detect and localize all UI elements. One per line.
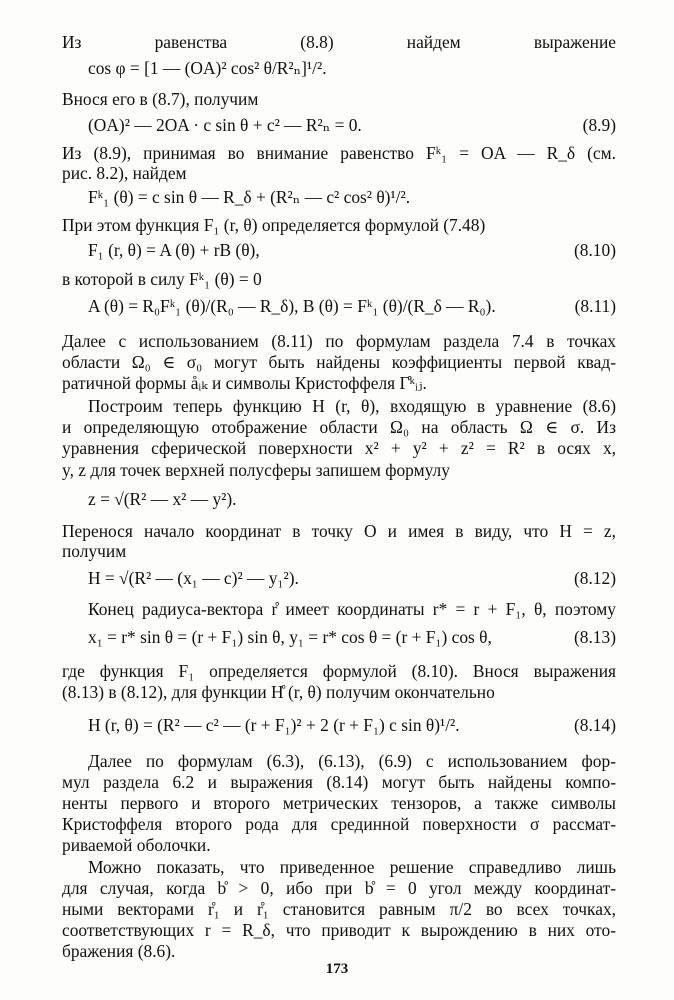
equation-number-8-13: (8.13) <box>573 627 616 647</box>
formula-8-14: H (r, θ) = (R² — c² — (r + F₁)² + 2 (r + F₁) c sin θ)¹/². <box>88 715 460 735</box>
text-line: Далее по формулам (6.3), (6.13), (6.9) с использованием фор- <box>88 751 616 771</box>
text-line: ратичной формы åᵢₖ и символы Кристоффеля Γ̊ᵏᵢⱼ. <box>62 373 427 393</box>
equation-number-8-11: (8.11) <box>574 296 616 316</box>
formula-8-11: A (θ) = R₀Fᵏ₁ (θ)/(R₀ — R_δ), B (θ) = Fᵏ₁ (θ)/(R_δ — R₀). <box>88 296 496 316</box>
equation-number-8-9: (8.9) <box>582 115 616 135</box>
page-number: 173 <box>325 961 349 977</box>
text-line: где функция F₁ определяется формулой (8.10). Внося выражения <box>62 661 616 681</box>
formula-z: z = √(R² — x² — y²). <box>88 489 237 509</box>
text-line: Перенося начало координат в точку O и имея в виду, что H = z, <box>62 521 616 541</box>
text-line: (8.13) в (8.12), для функции H̊ (r, θ) получим окончательно <box>62 682 495 702</box>
text-line: y, z для точек верхней полусферы запишем формулу <box>62 460 450 480</box>
equation-number-8-14: (8.14) <box>573 715 616 735</box>
text-line: и определяющую отображение области Ω₀ на область Ω ∈ σ. Из <box>62 417 616 437</box>
text-line: для случая, когда b̊ > 0, ибо при b̊ = 0 угол между координат- <box>62 878 616 898</box>
text-line: соответствующих r = R_δ, что приводит к вырождению в них ото- <box>62 920 616 940</box>
equation-number-8-12: (8.12) <box>573 568 616 588</box>
text-line: в которой в силу Fᵏ₁ (θ) = 0 <box>62 269 262 289</box>
text-line: Конец радиуса-вектора r̊ имеет координаты r* = r + F₁, θ, поэтому <box>88 599 616 619</box>
text-line: мул раздела 6.2 и выражения (8.14) могут быть найдены компо- <box>62 772 616 792</box>
text-line: получим <box>62 541 127 561</box>
formula-8-9: (OA)² — 2OA · c sin θ + c² — R²ₙ = 0. <box>88 115 362 135</box>
formula-8-13: x₁ = r* sin θ = (r + F₁) sin θ, y₁ = r* cos θ = (r + F₁) cos θ, <box>88 627 492 647</box>
formula-f1k: Fᵏ₁ (θ) = c sin θ — R_δ + (R²ₙ — c² cos² θ)¹/². <box>88 187 411 207</box>
text-line: ненты первого и второго метрических тензоров, а также символы <box>62 793 616 813</box>
text-line: Внося его в (8.7), получим <box>62 89 259 109</box>
text-line: Из равенства (8.8) найдем выражение <box>62 32 616 52</box>
text-line: Построим теперь функцию H (r, θ), входящую в уравнение (8.6) <box>88 396 616 416</box>
text-line: Можно показать, что приведенное решение справедливо лишь <box>88 857 616 877</box>
text-line: рис. 8.2), найдем <box>62 163 187 183</box>
text-line: уравнения сферической поверхности x² + y² + z² = R² в осях x, <box>62 438 616 458</box>
formula-8-12: H = √(R² — (x₁ — c)² — y₁²). <box>88 568 299 588</box>
text-line: Далее с использованием (8.11) по формулам раздела 7.4 в точках <box>62 331 616 351</box>
text-line: Кристоффеля второго рода для срединной поверхности σ рассмат- <box>62 814 616 834</box>
text-line: области Ω₀ ∈ σ₀ могут быть найдены коэффициенты первой квад- <box>62 352 616 372</box>
text-line: риваемой оболочки. <box>62 835 211 855</box>
formula-8-10: F₁ (r, θ) = A (θ) + rB (θ), <box>88 240 260 260</box>
equation-number-8-10: (8.10) <box>573 240 616 260</box>
text-line: При этом функция F₁ (r, θ) определяется формулой (7.48) <box>62 215 486 235</box>
formula-cos-phi: cos φ = [1 — (OA)² cos² θ/R²ₙ]¹/². <box>88 58 327 78</box>
text-line: Из (8.9), принимая во внимание равенство Fᵏ₁ = OA — R_δ (см. <box>62 143 616 163</box>
text-line: ными векторами r̊₁ и r̊₁ становится равным π/2 во всех точках, <box>62 899 616 919</box>
text-line: бражения (8.6). <box>62 941 176 961</box>
